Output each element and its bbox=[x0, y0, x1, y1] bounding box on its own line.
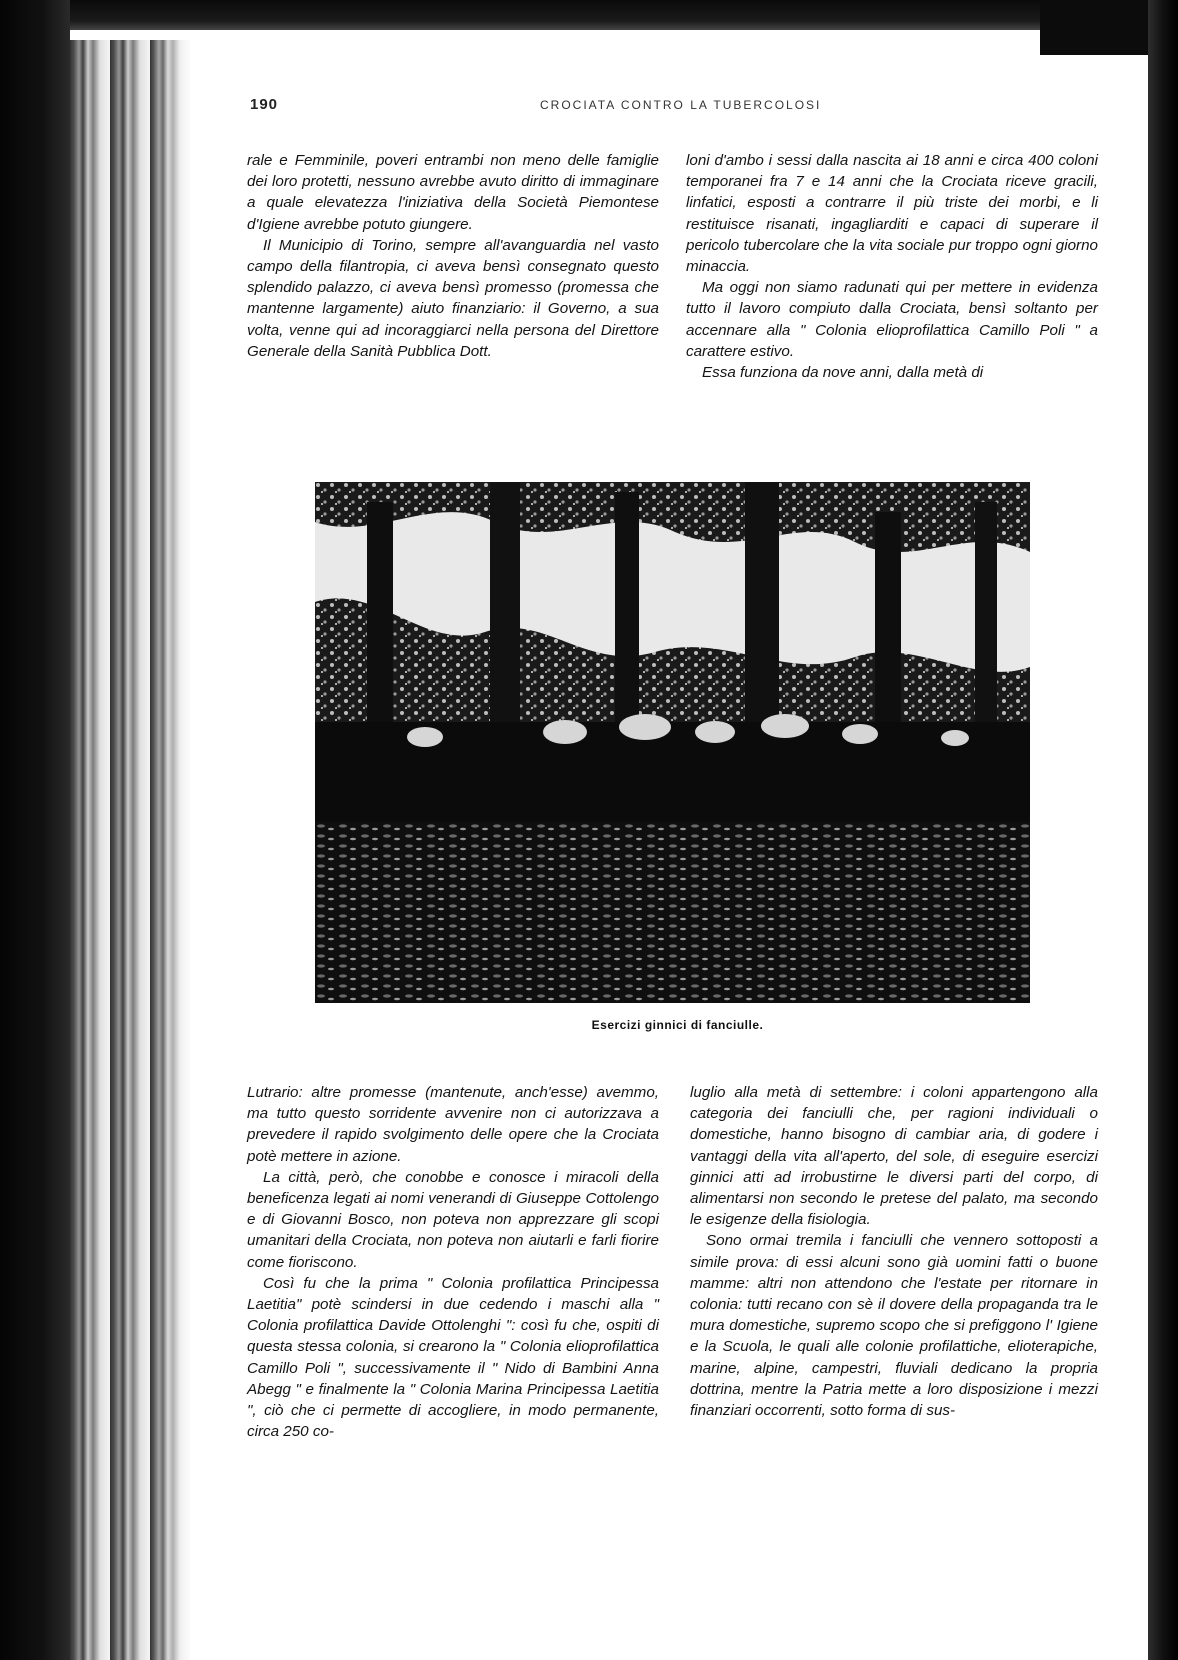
column-top-left bbox=[247, 150, 659, 450]
paragraph: rale e Femminile, poveri entrambi non meno delle famiglie dei loro protetti, nessuno avrebbe avuto diritto di immaginare a quale elevatezza l'iniziativa della Società Piemontese d'Igiene avrebbe potuto giungere. bbox=[247, 152, 659, 233]
running-head bbox=[250, 96, 1050, 116]
column-bottom-left bbox=[247, 1082, 659, 1622]
paragraph: La città, però, che conobbe e conosce i miracoli della beneficenza legati ai nomi venerandi di Giuseppe Cottolengo e di Giovanni Bosco, non poteva non apprezzare gli scopi umanitari della Crociata, non poteva non aiutarli e farli fiorire come fioriscono. bbox=[247, 1168, 659, 1271]
running-title: CROCIATA CONTRO LA TUBERCOLOSI bbox=[540, 98, 822, 112]
paragraph: Il Municipio di Torino, sempre all'avanguardia nel vasto campo della filantropia, ci aveva bensì consegnato questo splendido palazzo, ci aveva bensì promesso (promessa che mantenne largamente) aiuto finanziario: il Governo, a sua volta, venne qui ad incoraggiarci nella persona del Direttore Generale della Sanità Pubblica Dott. bbox=[247, 236, 659, 360]
figure-caption: Esercizi ginnici di fanciulle. bbox=[591, 1018, 764, 1032]
scan-border-left bbox=[0, 0, 70, 1660]
paragraph: Ma oggi non siamo radunati qui per mettere in evidenza tutto il lavoro compiuto dalla Crociata, bensì soltanto per accennare alla " Colonia elioprofilattica Camillo Poli " a carattere estivo. bbox=[686, 279, 1098, 360]
scan-border-top bbox=[0, 0, 1178, 30]
paragraph: Essa funziona da nove anni, dalla metà di bbox=[702, 364, 984, 382]
column-bottom-right bbox=[690, 1082, 1098, 1622]
page-number: 190 bbox=[250, 96, 279, 113]
scan-border-right bbox=[1148, 0, 1178, 1660]
paragraph: Sono ormai tremila i fanciulli che vennero sottoposti a simile prova: di essi alcuni sono già uomini fatti o buone mamme: altri non attendono che l'estate per ritornare in colonia: tutti recano con sè il dovere della propaganda tra le mura domestiche, supremo scopo che si prefiggono l' Igiene e la Scuola, le quali alle colonie profilattiche, elioterapiche, marine, alpine, campestri, fluviali dedicano la propria dottrina, mentre la Patria mette a loro disposizione i mezzi finanziari occorrenti, sotto forma di sus- bbox=[690, 1232, 1098, 1420]
photograph bbox=[315, 482, 1030, 1003]
paragraph: luglio alla metà di settembre: i coloni appartengono alla categoria dei fanciulli che, per ragioni individuali o domestiche, hanno bisogno di cambiar aria, di godere i vantaggi della vita all'aperto, del sole, di eseguire esercizi ginnici atti ad irrobustirne le diversi parti del corpo, di alimentarsi non secondo le pretese del palato, ma secondo le esigenze della fisiologia. bbox=[690, 1084, 1098, 1229]
paragraph: Così fu che la prima " Colonia profilattica Principessa Laetitia" potè scindersi in due cedendo i maschi alla " Colonia profilattica Davide Ottolenghi ": così fu che, ospiti di questa stessa colonia, si crearono la " Colonia elioprofilattica Camillo Poli ", successivamente il " Nido di Bambini Anna Abegg " e finalmente la " Colonia Marina Principessa Laetitia ", ciò che ci permette di accogliere, in modo permanente, circa 250 co- bbox=[247, 1274, 659, 1441]
paragraph: Lutrario: altre promesse (mantenute, anch'esse) avemmo, ma tutto questo sorridente avvenire non ci autorizzava a prevedere il rapido svolgimento delle opere che la Crociata potè mettere in azione. bbox=[247, 1084, 659, 1165]
paragraph: loni d'ambo i sessi dalla nascita ai 18 anni e circa 400 coloni temporanei fra 7 e 14 anni che la Crociata riceve gracili, linfatici, esposti a contrarre il più triste dei morbi, e li restituisce risanati, ingagliarditi e capaci di superare il pericolo tubercolare che la vita sociale pur troppo ogni giorno minaccia. bbox=[686, 152, 1098, 276]
column-top-right bbox=[686, 150, 1098, 450]
photo-illustration bbox=[315, 482, 1030, 1003]
